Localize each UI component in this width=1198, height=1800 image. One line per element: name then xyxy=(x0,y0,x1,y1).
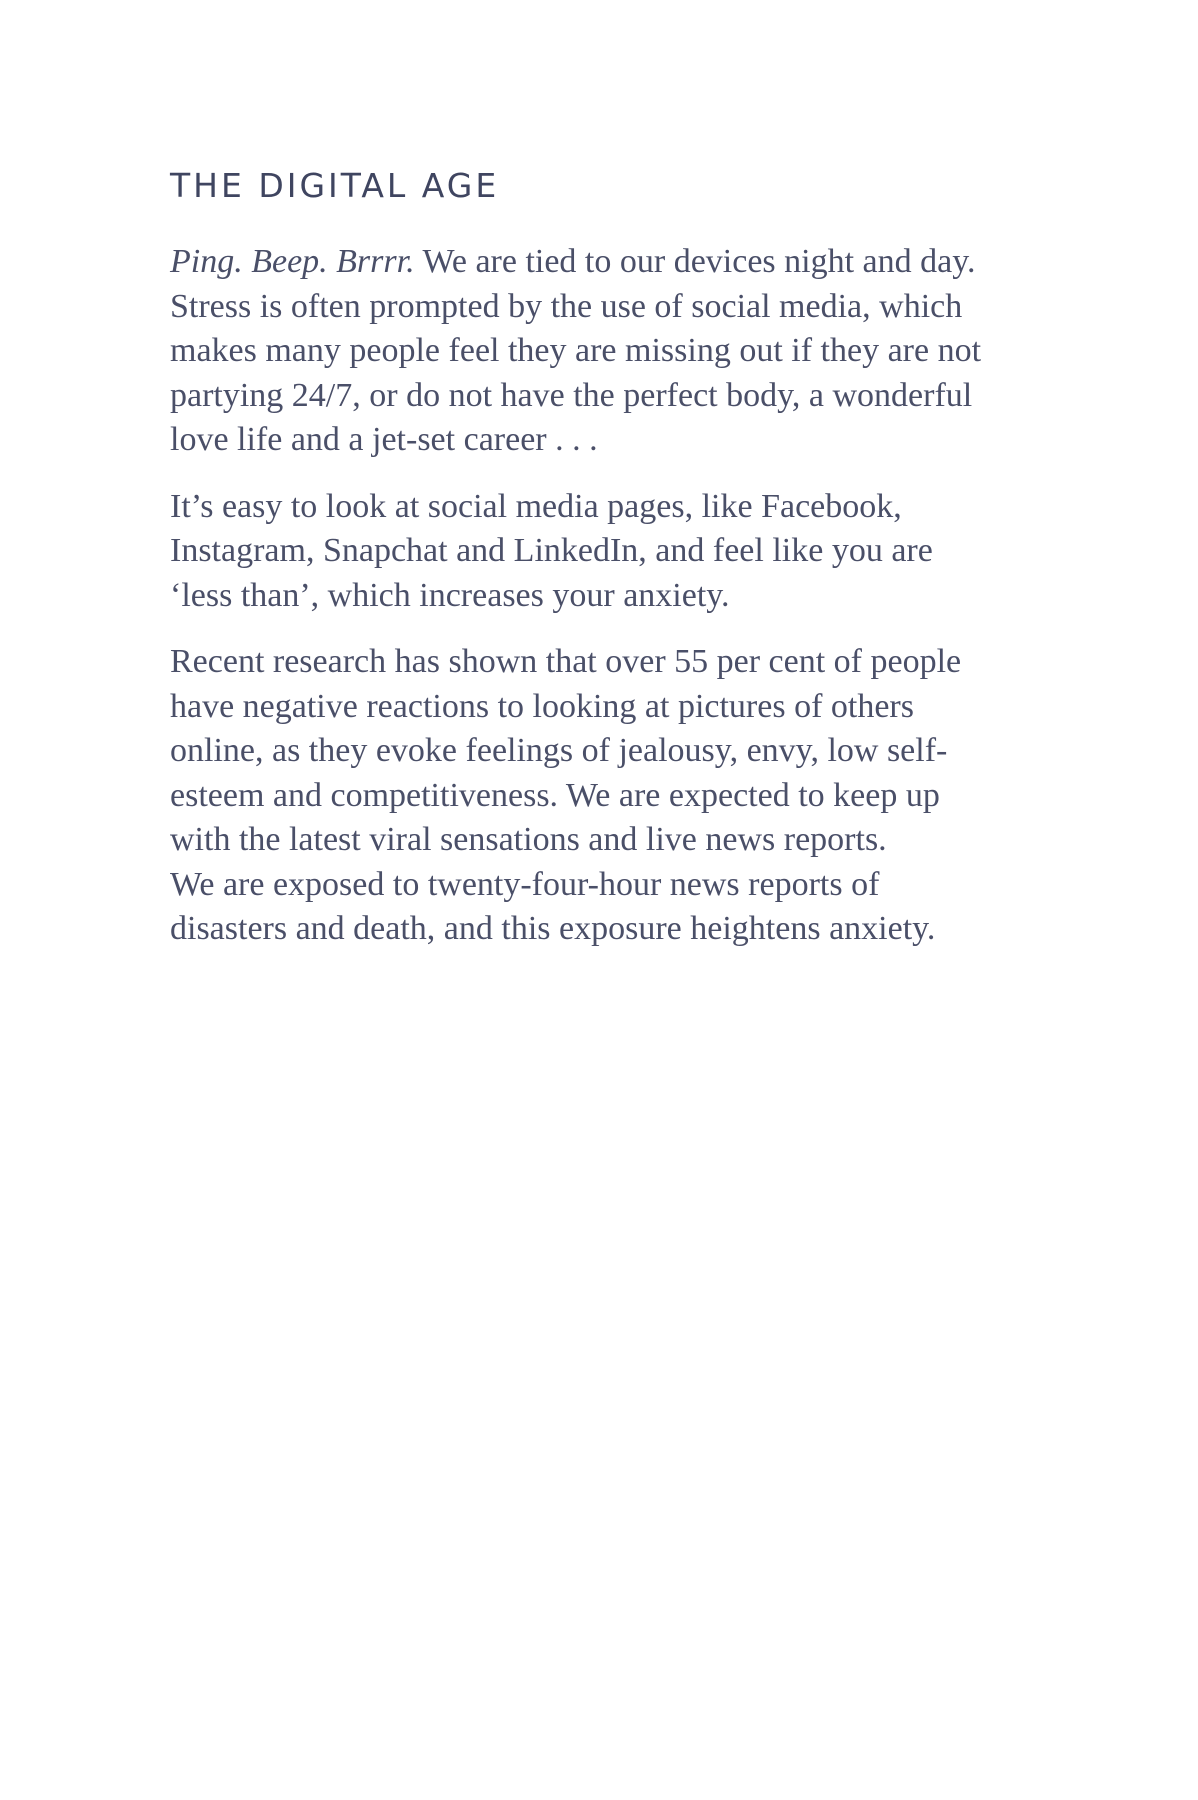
paragraph-1-line-4: partying 24/7, or do not have the perfect body, a wonderful xyxy=(170,376,973,414)
section-heading: THE DIGITAL AGE xyxy=(170,166,500,205)
italic-lead: Ping. Beep. Brrrr. xyxy=(170,243,415,280)
paragraph-1 xyxy=(170,240,1030,463)
paragraph-1-line-5: love life and a jet-set career . . . xyxy=(170,421,598,458)
paragraph-1-line-1 xyxy=(170,240,1030,285)
paragraph-3-line-5: with the latest viral sensations and live news reports. xyxy=(170,821,887,858)
page-content xyxy=(170,160,1030,974)
paragraph-3-line-7: disasters and death, and this exposure heightens anxiety. xyxy=(170,910,936,947)
paragraph-2-line-1: It’s easy to look at social media pages, like Facebook, xyxy=(170,487,902,525)
paragraph-3-line-2: have negative reactions to looking at pictures of others xyxy=(170,687,914,725)
paragraph-2-line-2: Instagram, Snapchat and LinkedIn, and feel like you are xyxy=(170,532,933,569)
paragraph-1-line-2: Stress is often prompted by the use of social media, which xyxy=(170,287,963,325)
paragraph-2 xyxy=(170,485,1030,619)
paragraph-3-line-3: online, as they evoke feelings of jealousy, envy, low self- xyxy=(170,732,948,769)
paragraph-3 xyxy=(170,640,1030,952)
paragraph-3-line-4: esteem and competitiveness. We are expected to keep up xyxy=(170,776,940,814)
paragraph-2-line-3: ‘less than’, which increases your anxiety. xyxy=(170,576,730,614)
paragraph-3-line-6: We are exposed to twenty-four-hour news reports of xyxy=(170,865,880,903)
paragraph-1-line-1-rest: We are tied to our devices night and day. xyxy=(414,243,976,280)
paragraph-1-line-3: makes many people feel they are missing out if they are not xyxy=(170,332,982,369)
paragraph-3-line-1: Recent research has shown that over 55 per cent of people xyxy=(170,643,962,680)
